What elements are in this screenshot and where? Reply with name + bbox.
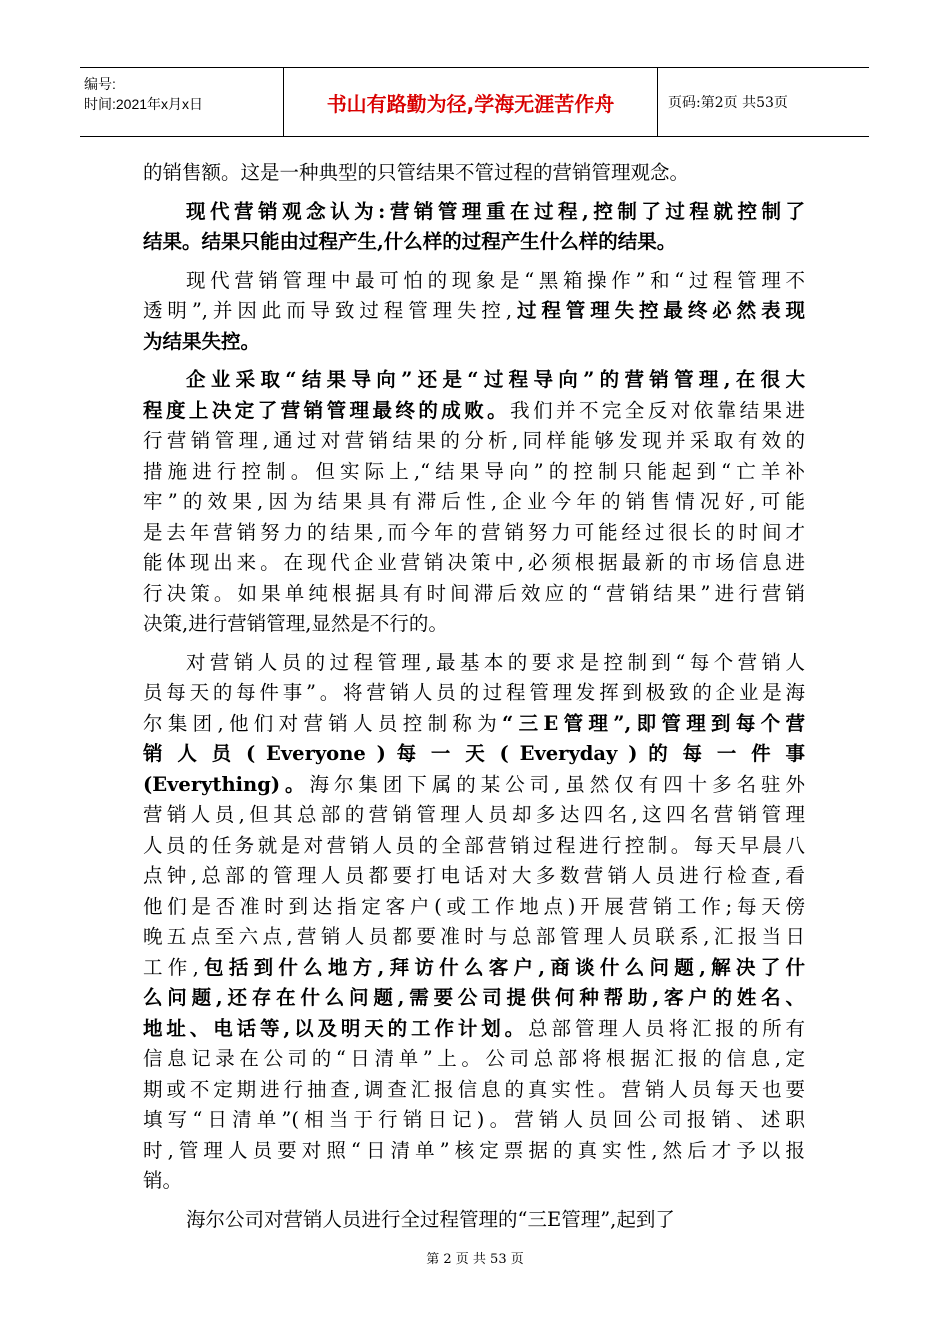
text-line [143,739,805,770]
text-line [143,426,805,457]
text-span: 对营销人员的过程管理,最基本的要求是控制到“每个营销人 [186,650,805,674]
text-line [143,365,805,396]
bold-text: “三E管理”,即管理到每个营 [502,711,805,735]
paragraph-gap [143,189,805,197]
text-span: 措施进行控制。但实际上,“结果导向”的控制只能起到“亡羊补 [143,459,805,483]
text-span: 时,管理人员要对照“日清单”核定票据的真实性,然后才予以报 [143,1138,805,1162]
text-line [143,548,805,579]
bold-text: 结果。结果只能由过程产生,什么样的过程产生什么样的结果。 [143,230,677,253]
header-meta [80,68,283,136]
text-line [143,648,805,679]
text-line [143,983,805,1014]
paragraph-gap [143,357,805,365]
text-span: 期或不定期进行抽查,调查汇报信息的真实性。营销人员每天也要 [143,1077,805,1101]
paragraph-gap [143,1197,805,1205]
text-line [143,1014,805,1045]
text-line [143,518,805,549]
text-span: 行决策。如果单纯根据具有时间滞后效应的“营销结果”进行营销 [143,581,805,605]
document-time-label: 时间:2021年x月x日 [84,96,204,112]
text-line [143,1166,805,1197]
text-line [143,953,805,984]
text-line [143,396,805,427]
text-span: 的销售额。这是一种典型的只管结果不管过程的营销管理观念。 [143,161,690,184]
text-line [143,678,805,709]
text-line [143,609,805,640]
bold-text: 现代营销观念认为:营销管理重在过程,控制了过程就控制了 [186,199,805,223]
text-span: 决策,进行营销管理,显然是不行的。 [143,612,448,635]
text-span: 信息记录在公司的“日清单”上。公司总部将根据汇报的信息,定 [143,1047,805,1070]
text-line [143,709,805,740]
paragraph [143,158,805,189]
text-line [143,1105,805,1136]
text-span: 销。 [143,1169,183,1192]
document-header [80,67,869,137]
text-span: 透明”,并因此而导致过程管理失控, [143,299,513,322]
text-line [143,227,805,258]
text-span: 行营销管理,通过对营销结果的分析,同样能够发现并采取有效的 [143,429,805,452]
text-span: 海尔公司对营销人员进行全过程管理的“三E管理”,起到了 [186,1207,675,1231]
text-line [143,1075,805,1106]
text-span: 能体现出来。在现代企业营销决策中,必须根据最新的市场信息进 [143,551,805,574]
bold-text: (Everything)。 [143,772,310,796]
text-line [143,487,805,518]
bold-text: 地址、电话等,以及明天的工作计划。 [143,1016,529,1040]
header-page-label: 页码:第2页 共53页 [668,95,788,111]
text-line [143,1136,805,1167]
text-line [143,922,805,953]
text-span: 人员的任务就是对营销人员的全部营销过程进行控制。每天早晨八 [143,833,805,857]
header-motto: 书山有路勤为径,学海无涯苦作舟 [283,68,658,136]
bold-text: 为结果失控。 [143,329,261,353]
text-line [143,770,805,801]
bold-text: 包括到什么地方,拜访什么客户,商谈什么问题,解决了什 [198,955,805,979]
text-line [143,861,805,892]
paragraph-gap [143,640,805,648]
text-line [143,892,805,923]
document-number-label: 编号: [84,76,116,92]
bold-text: 么问题,还存在什么问题,需要公司提供何种帮助,客户的姓名、 [143,986,805,1009]
text-line [143,158,805,189]
text-line [143,266,805,297]
text-span: 员每天的每件事”。将营销人员的过程管理发挥到极致的企业是海 [143,681,805,704]
paragraph [143,1205,805,1236]
text-span: 他们是否准时到达指定客户(或工作地点)开展营销工作;每天傍 [143,894,805,918]
text-span: 填写“日清单”(相当于行销日记)。营销人员回公司报销、述职 [143,1108,805,1131]
document-body [143,158,805,1235]
bold-text: 销 人 员 ( Everyone ) 每 一 天 ( Everyday ) 的 每 一 件 事 [143,742,805,765]
text-span: 是去年营销努力的结果,而今年的营销努力可能经过很长的时间才 [143,520,805,544]
text-span: 牢”的效果,因为结果具有滞后性,企业今年的销售情况好,可能 [143,490,805,513]
text-span: 晚五点至六点,营销人员都要准时与总部管理人员联系,汇报当日 [143,925,805,948]
text-line [143,800,805,831]
text-line [143,457,805,488]
text-span: 海尔集团下属的某公司,虽然仅有四十多名驻外 [309,772,805,796]
bold-text: 企业采取“结果导向”还是“过程导向”的营销管理,在很大 [186,368,805,391]
text-span: 工作, [143,955,199,979]
text-line [143,296,805,327]
bold-text: 程度上决定了营销管理最终的成败。 [143,398,511,422]
text-line [143,579,805,610]
text-line [143,1205,805,1236]
paragraph [143,197,805,258]
text-span: 营销人员,但其总部的营销管理人员却多达四名,这四名营销管理 [143,803,805,826]
text-line [143,327,805,358]
text-line [143,197,805,228]
text-span: 尔集团,他们对营销人员控制称为 [143,711,503,735]
paragraph [143,648,805,1197]
text-span: 总部管理人员将汇报的所有 [528,1016,805,1040]
paragraph [143,266,805,358]
text-span: 现代营销管理中最可怕的现象是“黑箱操作”和“过程管理不 [186,268,805,292]
text-line [143,1044,805,1075]
paragraph-gap [143,258,805,266]
text-span: 点钟,总部的管理人员都要打电话对大多数营销人员进行检查,看 [143,864,805,887]
text-line [143,831,805,862]
page-footer: 第 2 页 共 53 页 [426,1252,524,1267]
paragraph [143,365,805,640]
bold-text: 过程管理失控最终必然表现 [512,299,805,322]
text-span: 我们并不完全反对依靠结果进 [510,398,805,422]
